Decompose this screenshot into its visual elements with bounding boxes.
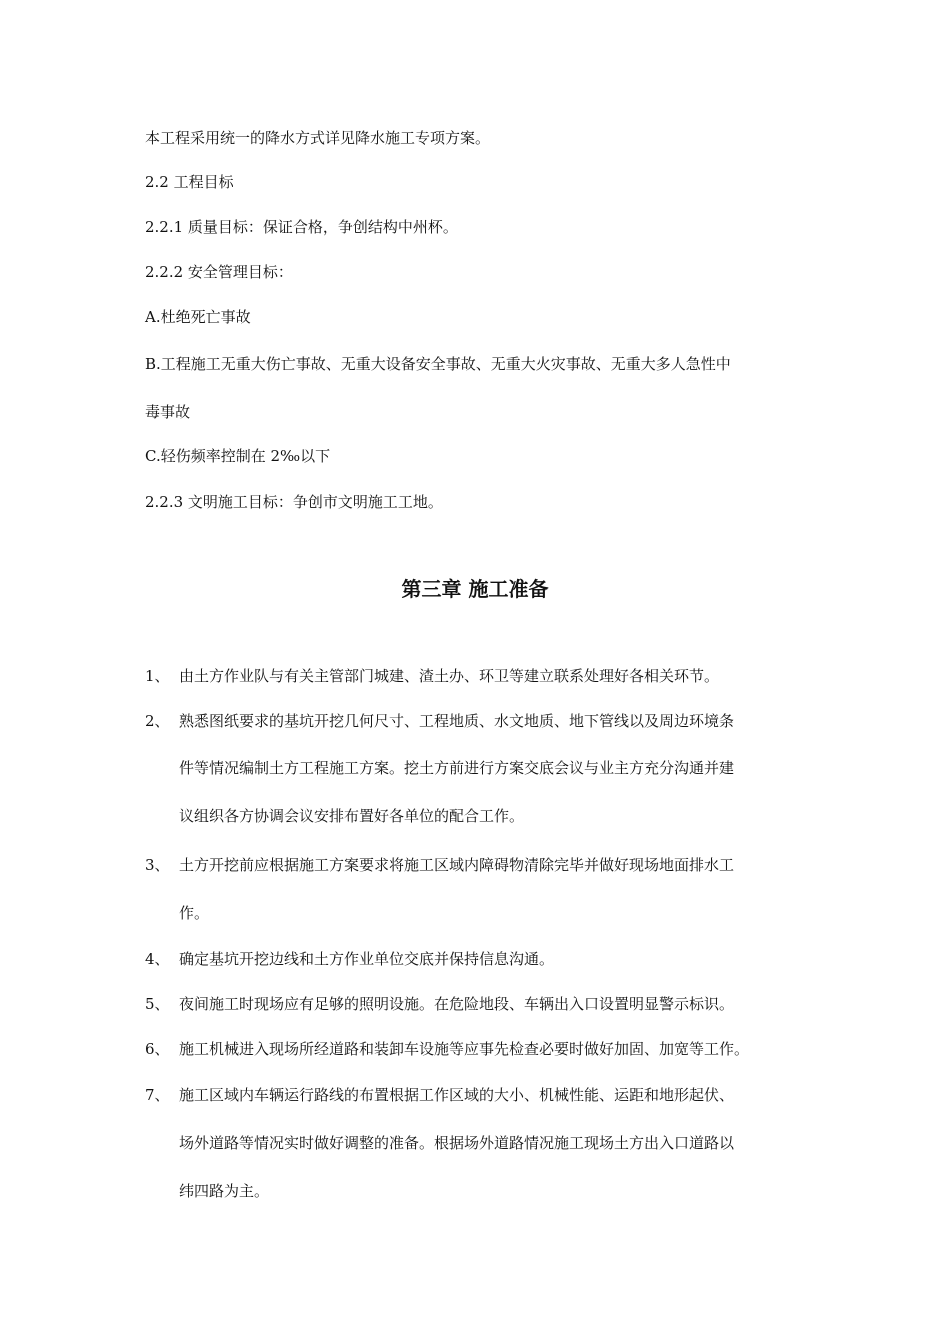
list-line: 施工区域内车辆运行路线的布置根据工作区域的大小、机械性能、运距和地形起伏、 bbox=[179, 1086, 735, 1104]
list-line: 夜间施工时现场应有足够的照明设施。在危险地段、车辆出入口设置明显警示标识。 bbox=[179, 995, 735, 1013]
list-line: 作。 bbox=[179, 904, 210, 922]
list-number: 3、 bbox=[145, 856, 170, 874]
list-number: 1、 bbox=[145, 667, 170, 685]
quality-target: 2.2.1 质量目标：保证合格，争创结构中州杯。 bbox=[145, 218, 458, 236]
safety-target-c: C.轻伤频率控制在 2‰以下 bbox=[145, 447, 331, 465]
list-line: 施工机械进入现场所经道路和装卸车设施等应事先检查必要时做好加固、加宽等工作。 bbox=[179, 1040, 750, 1058]
list-line: 熟悉图纸要求的基坑开挖几何尺寸、工程地质、水文地质、地下管线以及周边环境条 bbox=[179, 712, 735, 730]
safety-target-b: B.工程施工无重大伤亡事故、无重大设备安全事故、无重大火灾事故、无重大多人急性中 bbox=[145, 355, 731, 373]
list-line: 件等情况编制土方工程施工方案。挖土方前进行方案交底会议与业主方充分沟通并建 bbox=[179, 759, 735, 777]
safety-target-b-cont: 毒事故 bbox=[145, 403, 191, 421]
list-line: 议组织各方协调会议安排布置好各单位的配合工作。 bbox=[179, 807, 525, 825]
list-number: 6、 bbox=[145, 1040, 170, 1058]
list-number: 4、 bbox=[145, 950, 170, 968]
section-heading-2-2: 2.2 工程目标 bbox=[145, 173, 234, 191]
list-line: 场外道路等情况实时做好调整的准备。根据场外道路情况施工现场土方出入口道路以 bbox=[179, 1134, 735, 1152]
list-number: 7、 bbox=[145, 1086, 170, 1104]
safety-target-a: A.杜绝死亡事故 bbox=[145, 308, 251, 326]
civilized-construction-target: 2.2.3 文明施工目标：争创市文明施工工地。 bbox=[145, 493, 443, 511]
paragraph-dewatering: 本工程采用统一的降水方式详见降水施工专项方案。 bbox=[145, 129, 491, 147]
safety-target-heading: 2.2.2 安全管理目标： bbox=[145, 263, 293, 281]
list-line: 确定基坑开挖边线和土方作业单位交底并保持信息沟通。 bbox=[179, 950, 555, 968]
list-line: 由土方作业队与有关主管部门城建、渣土办、环卫等建立联系处理好各相关环节。 bbox=[179, 667, 720, 685]
list-line: 土方开挖前应根据施工方案要求将施工区域内障碍物清除完毕并做好现场地面排水工 bbox=[179, 856, 735, 874]
list-number: 2、 bbox=[145, 712, 170, 730]
list-number: 5、 bbox=[145, 995, 170, 1013]
list-line: 纬四路为主。 bbox=[179, 1182, 270, 1200]
chapter-heading: 第三章 施工准备 bbox=[401, 577, 549, 601]
